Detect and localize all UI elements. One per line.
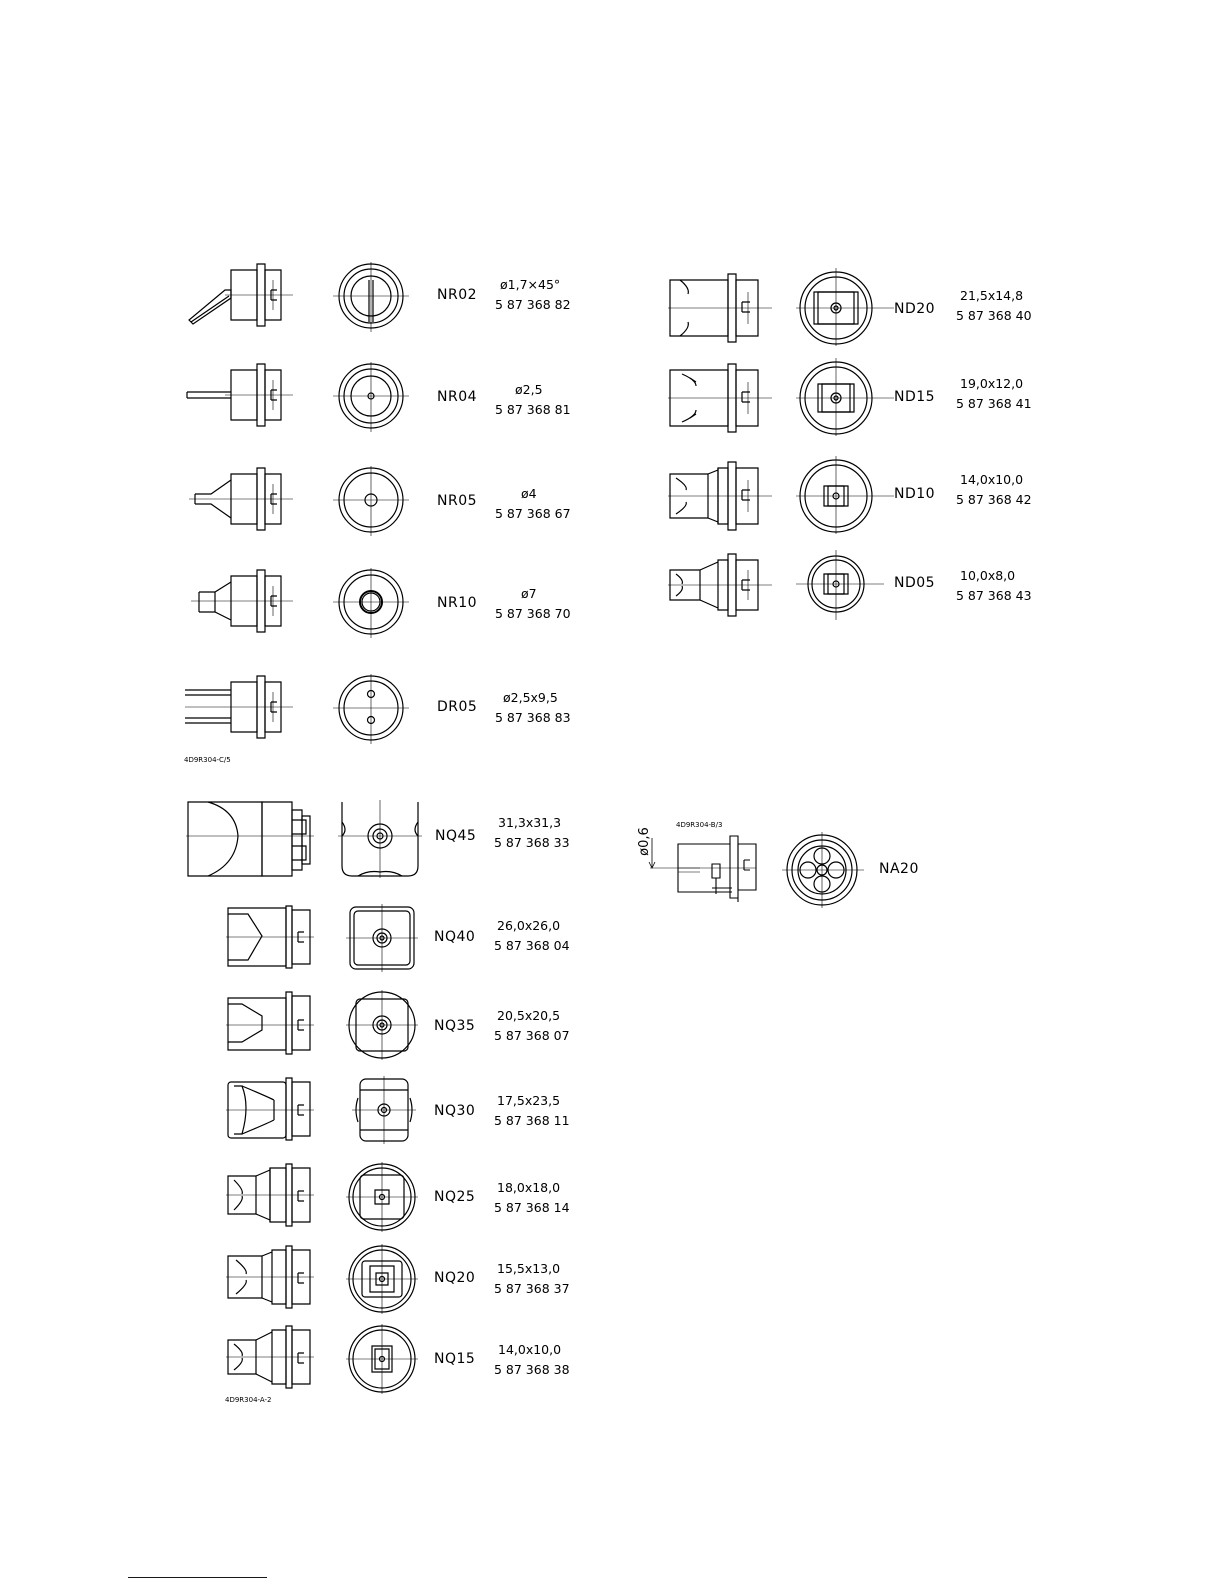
spec-nd05 — [956, 566, 1032, 606]
code-nq25: NQ25 — [434, 1189, 476, 1205]
spec-nq45 — [494, 813, 570, 853]
spec-nd15 — [956, 374, 1032, 414]
front-view-nd20 — [794, 268, 898, 348]
code-nr02: NR02 — [437, 287, 478, 303]
front-view-nq30 — [352, 1076, 416, 1144]
part-nr02: 5 87 368 82 — [495, 297, 571, 312]
front-view-nd10 — [794, 456, 898, 536]
front-view-nq35 — [346, 990, 420, 1060]
side-view-nr10 — [185, 568, 295, 634]
front-view-nd05 — [794, 544, 898, 624]
side-view-na20 — [636, 830, 764, 902]
spec-nq15 — [494, 1340, 570, 1380]
part-nq35: 5 87 368 07 — [494, 1028, 570, 1043]
spec-nq40 — [494, 916, 570, 956]
spec-nq20 — [494, 1259, 570, 1299]
size-nr02: ø1,7×45° — [500, 277, 561, 292]
size-nq15: 14,0x10,0 — [498, 1342, 562, 1357]
part-nq15: 5 87 368 38 — [494, 1362, 570, 1377]
part-nq45: 5 87 368 33 — [494, 835, 570, 850]
front-view-na20 — [782, 832, 866, 910]
size-dr05: ø2,5x9,5 — [503, 690, 558, 705]
dimension-na20: ø0,6 — [636, 827, 652, 856]
size-nq20: 15,5x13,0 — [497, 1261, 561, 1276]
front-view-nr05 — [331, 466, 417, 538]
front-view-nq40 — [346, 904, 420, 972]
front-view-nr04 — [331, 362, 417, 434]
part-nr05: 5 87 368 67 — [495, 506, 571, 521]
part-nq40: 5 87 368 04 — [494, 938, 570, 953]
side-view-nq15 — [226, 1324, 316, 1390]
side-view-dr05 — [185, 674, 295, 740]
part-nd20: 5 87 368 40 — [956, 308, 1032, 323]
code-nd05: ND05 — [894, 575, 936, 591]
code-na20: NA20 — [879, 861, 919, 877]
side-view-nq25 — [226, 1162, 316, 1228]
spec-nr05 — [495, 484, 571, 524]
spec-nq30 — [494, 1091, 570, 1131]
part-nq30: 5 87 368 11 — [494, 1113, 570, 1128]
side-view-nq40 — [226, 904, 316, 970]
front-view-nq45 — [338, 800, 424, 880]
side-view-nr05 — [185, 466, 295, 532]
code-nr04: NR04 — [437, 389, 478, 405]
front-view-nq15 — [346, 1324, 420, 1394]
size-nq40: 26,0x26,0 — [497, 918, 561, 933]
code-nd10: ND10 — [894, 486, 936, 502]
code-nq20: NQ20 — [434, 1270, 476, 1286]
code-nd15: ND15 — [894, 389, 936, 405]
part-nd05: 5 87 368 43 — [956, 588, 1032, 603]
side-view-nd20 — [668, 270, 776, 346]
code-nq15: NQ15 — [434, 1351, 476, 1367]
size-nd15: 19,0x12,0 — [960, 376, 1024, 391]
side-view-nq35 — [226, 990, 316, 1056]
size-nq35: 20,5x20,5 — [497, 1008, 561, 1023]
code-nr05: NR05 — [437, 493, 478, 509]
part-nq25: 5 87 368 14 — [494, 1200, 570, 1215]
code-nq30: NQ30 — [434, 1103, 476, 1119]
code-nd20: ND20 — [894, 301, 936, 317]
code-nq40: NQ40 — [434, 929, 476, 945]
side-view-nq30 — [226, 1076, 316, 1142]
size-nq30: 17,5x23,5 — [497, 1093, 561, 1108]
size-nd20: 21,5x14,8 — [960, 288, 1024, 303]
side-view-nr04 — [185, 362, 295, 428]
part-nd10: 5 87 368 42 — [956, 492, 1032, 507]
front-view-nr02 — [331, 262, 417, 334]
spec-nd10 — [956, 470, 1032, 510]
size-nq45: 31,3x31,3 — [498, 815, 562, 830]
code-nr10: NR10 — [437, 595, 478, 611]
code-nq45: NQ45 — [435, 828, 477, 844]
spec-dr05 — [495, 688, 571, 728]
part-nr10: 5 87 368 70 — [495, 606, 571, 621]
part-nd15: 5 87 368 41 — [956, 396, 1032, 411]
side-view-nq20 — [226, 1244, 316, 1310]
side-view-nd10 — [668, 458, 776, 534]
side-view-nd05 — [668, 550, 776, 626]
part-nq20: 5 87 368 37 — [494, 1281, 570, 1296]
footer-rule — [128, 1577, 267, 1578]
spec-nd20 — [956, 286, 1032, 326]
front-view-nq25 — [346, 1162, 420, 1232]
part-nr04: 5 87 368 81 — [495, 402, 571, 417]
reference-round: 4D9R304-C/5 — [184, 756, 231, 764]
size-nd05: 10,0x8,0 — [960, 568, 1016, 583]
size-nq25: 18,0x18,0 — [497, 1180, 561, 1195]
front-view-nq20 — [346, 1244, 420, 1314]
code-nq35: NQ35 — [434, 1018, 476, 1034]
reference-special: 4D9R304-B/3 — [676, 821, 723, 829]
side-view-nd15 — [668, 360, 776, 436]
part-dr05: 5 87 368 83 — [495, 710, 571, 725]
size-nr10: ø7 — [521, 586, 537, 601]
side-view-nq45 — [186, 800, 316, 880]
spec-nr10 — [495, 584, 571, 624]
spec-nr04 — [495, 380, 571, 420]
code-dr05: DR05 — [437, 699, 478, 715]
size-nr04: ø2,5 — [515, 382, 543, 397]
reference-quad: 4D9R304-A-2 — [225, 1396, 272, 1404]
spec-nq25 — [494, 1178, 570, 1218]
front-view-nr10 — [331, 568, 417, 640]
front-view-nd15 — [794, 358, 898, 438]
size-nd10: 14,0x10,0 — [960, 472, 1024, 487]
spec-nq35 — [494, 1006, 570, 1046]
side-view-nr02 — [185, 262, 295, 328]
spec-nr02 — [495, 275, 571, 315]
size-nr05: ø4 — [521, 486, 537, 501]
front-view-dr05 — [331, 674, 417, 746]
